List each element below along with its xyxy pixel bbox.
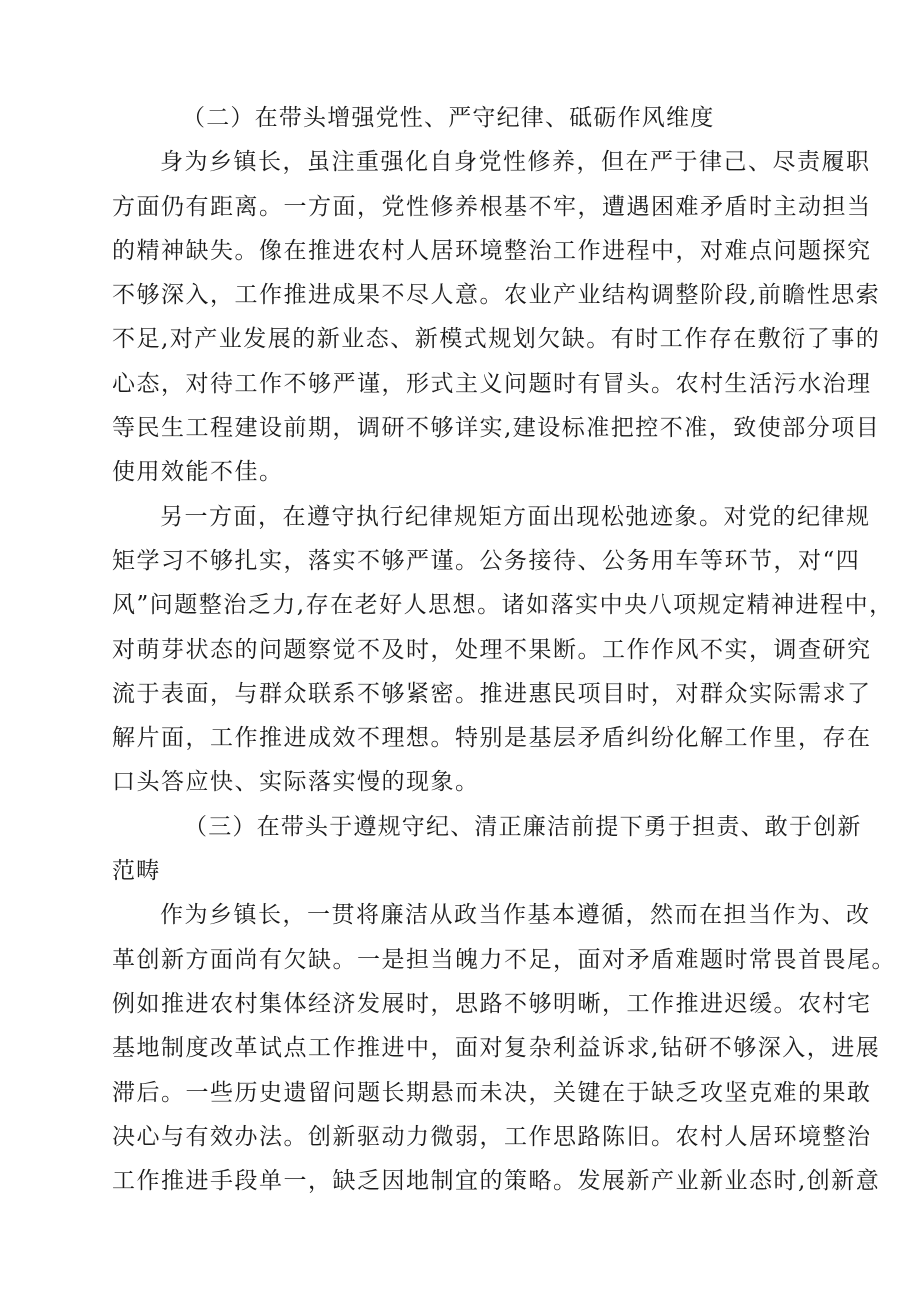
paragraph-line: 解片面，工作推进成效不理想。特别是基层矛盾纠纷化解工作里，存在 (112, 725, 872, 752)
paragraph-line: 革创新方面尚有欠缺。一是担当魄力不足，面对矛盾难题时常畏首畏尾。 (112, 946, 896, 973)
section-heading-2: （二）在带头增强党性、严守纪律、砥砺作风维度 (182, 105, 715, 131)
paragraph-line: 不足,对产业发展的新业态、新模式规划欠缺。有时工作存在敷衍了事的 (112, 326, 881, 353)
paragraph-line: 矩学习不够扎实，落实不够严谨。公务接待、公务用车等环节，对“四 (112, 547, 861, 574)
paragraph-line: 滞后。一些历史遗留问题长期悬而未决，关键在于缺乏攻坚克难的果敢 (112, 1079, 872, 1106)
paragraph-line: 方面仍有距离。一方面，党性修养根基不牢，遭遇困难矛盾时主动担当 (112, 193, 872, 220)
paragraph-line: 等民生工程建设前期，调研不够详实,建设标准把控不准，致使部分项目 (112, 415, 881, 442)
paragraph-line: 决心与有效办法。创新驱动力微弱，工作思路陈旧。农村人居环境整治 (112, 1123, 872, 1150)
paragraph-line: 不够深入，工作推进成果不尽人意。农业产业结构调整阶段,前瞻性思索 (112, 282, 881, 309)
paragraph-line: 心态，对待工作不够严谨，形式主义问题时有冒头。农村生活污水治理 (112, 370, 872, 397)
paragraph-line: 另一方面，在遵守执行纪律规矩方面出现松弛迹象。对党的纪律规 (160, 503, 871, 530)
section-heading-3 (112, 805, 862, 894)
paragraph-line: 的精神缺失。像在推进农村人居环境整治工作进程中，对难点问题探究 (112, 237, 872, 264)
paragraph-line: 风”问题整治乏力,存在老好人思想。诸如落实中央八项规定精神进程中， (112, 592, 894, 619)
paragraph-line: 工作推进手段单一，缺乏因地制宜的策略。发展新产业新业态时,创新意 (112, 1168, 881, 1195)
paragraph-line: 流于表面，与群众联系不够紧密。推进惠民项目时，对群众实际需求了 (112, 680, 872, 707)
paragraph-2-1 (112, 140, 881, 494)
paragraph-line: 基地制度改革试点工作推进中，面对复杂利益诉求,钻研不够深入，进展 (112, 1035, 881, 1062)
document-body (112, 96, 896, 1203)
paragraph-2-2 (112, 495, 894, 805)
paragraph-line: 例如推进农村集体经济发展时，思路不够明晰，工作推进迟缓。农村宅 (112, 990, 872, 1017)
heading-line: （三）在带头于遵规守纪、清正廉洁前提下勇于担责、敢于创新 (184, 813, 862, 840)
paragraph-line: 使用效能不佳。 (112, 459, 284, 486)
paragraph-line: 身为乡镇长，虽注重强化自身党性修养，但在严于律己、尽责履职 (160, 149, 871, 176)
paragraph-line: 作为乡镇长，一贯将廉洁从政当作基本遵循，然而在担当作为、改 (160, 902, 871, 929)
heading-line: 范畴 (112, 858, 161, 885)
paragraph-line: 口头答应快、实际落实慢的现象。 (112, 769, 480, 796)
paragraph-line: 对萌芽状态的问题察觉不及时，处理不果断。工作作风不实，调查研究 (112, 636, 872, 663)
paragraph-3-1 (112, 893, 896, 1203)
